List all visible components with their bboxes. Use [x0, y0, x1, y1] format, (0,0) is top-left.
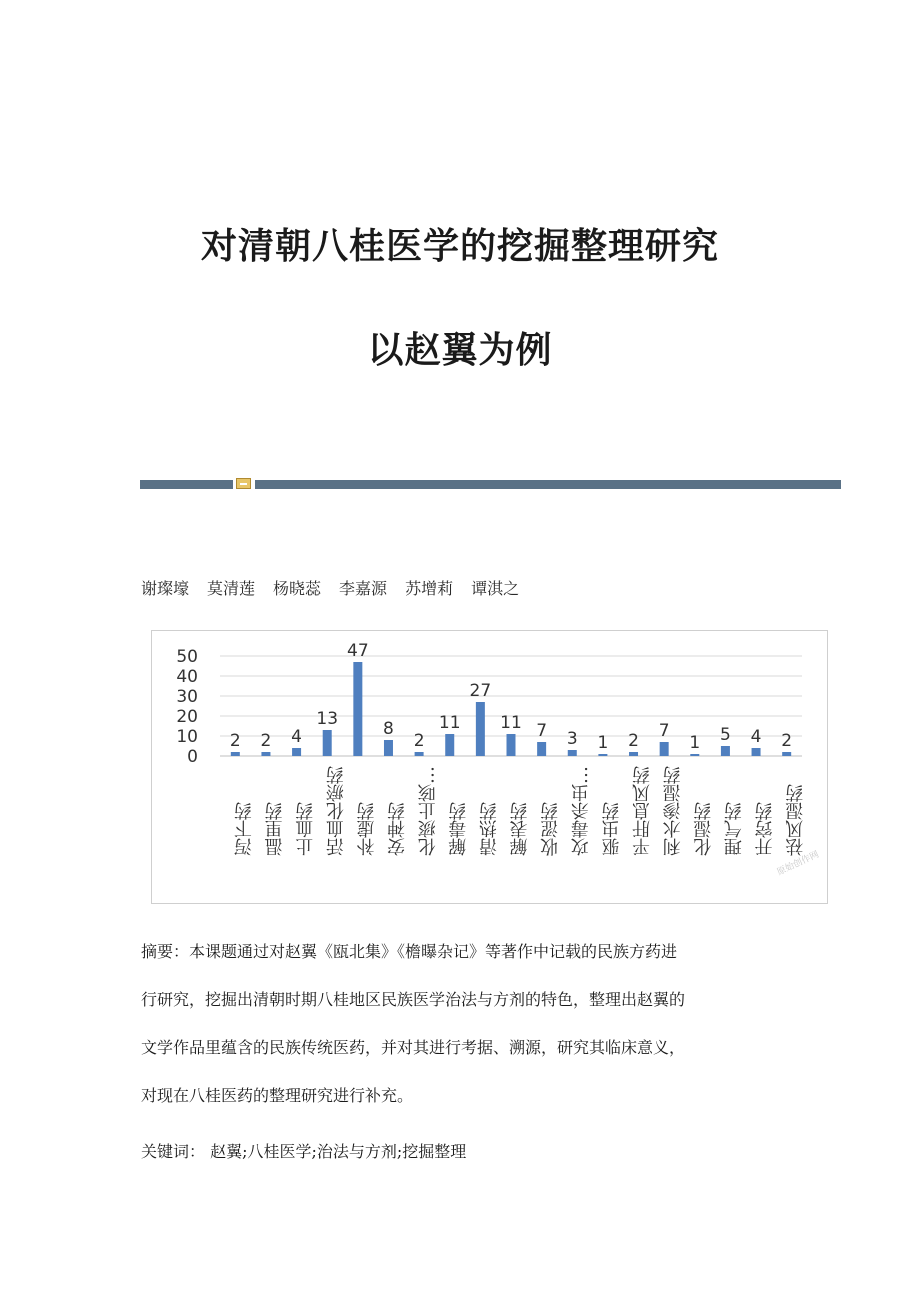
bar	[507, 734, 516, 756]
x-tick-label: 泻下药	[233, 802, 255, 856]
abstract-line: 对现在八桂医药的整理研究进行补充。	[141, 1086, 414, 1105]
y-tick-label: 20	[176, 707, 198, 727]
x-tick-label: 攻毒杀虫…	[570, 766, 592, 856]
bar	[629, 752, 638, 756]
data-label: 13	[316, 709, 339, 729]
y-tick-label: 0	[187, 747, 198, 767]
x-tick-label: 解毒药	[448, 802, 470, 856]
author-list	[141, 576, 519, 599]
x-tick-label: 驱虫药	[601, 802, 623, 856]
watermark: 原始创作网	[775, 849, 821, 878]
x-tick-label: 解表药	[509, 802, 531, 856]
data-label: 47	[347, 641, 369, 661]
x-tick-label: 化湿药	[693, 802, 715, 856]
x-tick-label: 清热药	[478, 802, 500, 856]
divider-rule-right	[255, 480, 841, 489]
data-label: 3	[566, 729, 578, 749]
author: 杨晓蕊	[273, 579, 322, 598]
data-label: 2	[229, 731, 241, 751]
abstract-line: 行研究，挖掘出清朝时期八桂地区民族医学治法与方剂的特色，整理出赵翼的	[141, 990, 686, 1009]
bar	[752, 748, 761, 756]
y-tick-label: 30	[176, 687, 198, 707]
paper-subtitle: 以赵翼为例	[367, 329, 553, 371]
data-label: 2	[781, 731, 793, 751]
x-tick-label: 活血化瘀药	[325, 766, 347, 856]
data-label: 11	[500, 713, 522, 733]
divider-rule-left	[140, 480, 233, 489]
data-label: 2	[628, 731, 639, 751]
keywords: 关键词： 赵翼;八桂医学;治法与方剂;挖掘整理	[141, 1142, 467, 1161]
data-label: 7	[658, 721, 670, 741]
bar	[782, 752, 791, 756]
x-tick-label: 安神药	[386, 802, 408, 856]
data-label: 4	[291, 727, 302, 747]
abstract-line: 摘要：本课题通过对赵翼《瓯北集》《檐曝杂记》等著作中记载的民族方药进	[141, 942, 678, 961]
x-tick-label: 利水渗湿药	[662, 766, 684, 856]
abstract-line: 文学作品里蕴含的民族传统医药，并对其进行考据、溯源，研究其临床意义，	[141, 1038, 686, 1057]
divider-marker-icon	[236, 478, 251, 489]
data-label: 7	[536, 721, 548, 741]
data-label: 5	[720, 725, 731, 745]
y-tick-label: 40	[176, 667, 198, 687]
bar	[353, 662, 362, 756]
author: 莫清莲	[207, 579, 256, 598]
bar-chart-frame	[151, 630, 828, 904]
x-tick-label: 化痰止咳…	[417, 766, 439, 856]
bar	[476, 702, 485, 756]
data-label: 27	[469, 681, 492, 701]
author: 苏增莉	[405, 579, 454, 598]
bar	[690, 754, 699, 756]
x-tick-label: 补虚药	[356, 802, 378, 856]
data-label: 1	[597, 733, 609, 753]
data-label: 8	[383, 719, 394, 739]
bar-chart	[152, 631, 829, 905]
x-tick-label: 理气药	[723, 802, 745, 856]
author: 谭淇之	[471, 579, 520, 598]
data-label: 4	[750, 727, 762, 747]
bar	[384, 740, 393, 756]
data-label: 2	[413, 731, 425, 751]
bar	[261, 752, 270, 756]
bar	[323, 730, 332, 756]
x-tick-label: 收涩药	[540, 802, 562, 856]
y-tick-label: 50	[176, 647, 198, 667]
paper-title: 对清朝八桂医学的挖掘整理研究	[200, 225, 719, 267]
author: 李嘉源	[339, 579, 388, 598]
author: 谢璨壕	[141, 579, 190, 598]
bar	[660, 742, 669, 756]
bar	[231, 752, 240, 756]
data-label: 1	[689, 733, 701, 753]
bar	[537, 742, 546, 756]
bar	[721, 746, 730, 756]
x-tick-label: 平肝息风药	[632, 766, 654, 856]
y-tick-label: 10	[176, 727, 198, 747]
x-tick-label: 温里药	[264, 802, 286, 856]
x-tick-label: 祛风湿药	[785, 784, 807, 856]
data-label: 11	[438, 713, 461, 733]
x-tick-label: 开窍药	[754, 802, 776, 856]
x-tick-label: 止血药	[295, 802, 317, 856]
bar	[292, 748, 301, 756]
bar	[568, 750, 577, 756]
bar	[445, 734, 454, 756]
bar	[415, 752, 424, 756]
data-label: 2	[260, 731, 272, 751]
abstract	[141, 928, 781, 1120]
bar	[598, 754, 607, 756]
